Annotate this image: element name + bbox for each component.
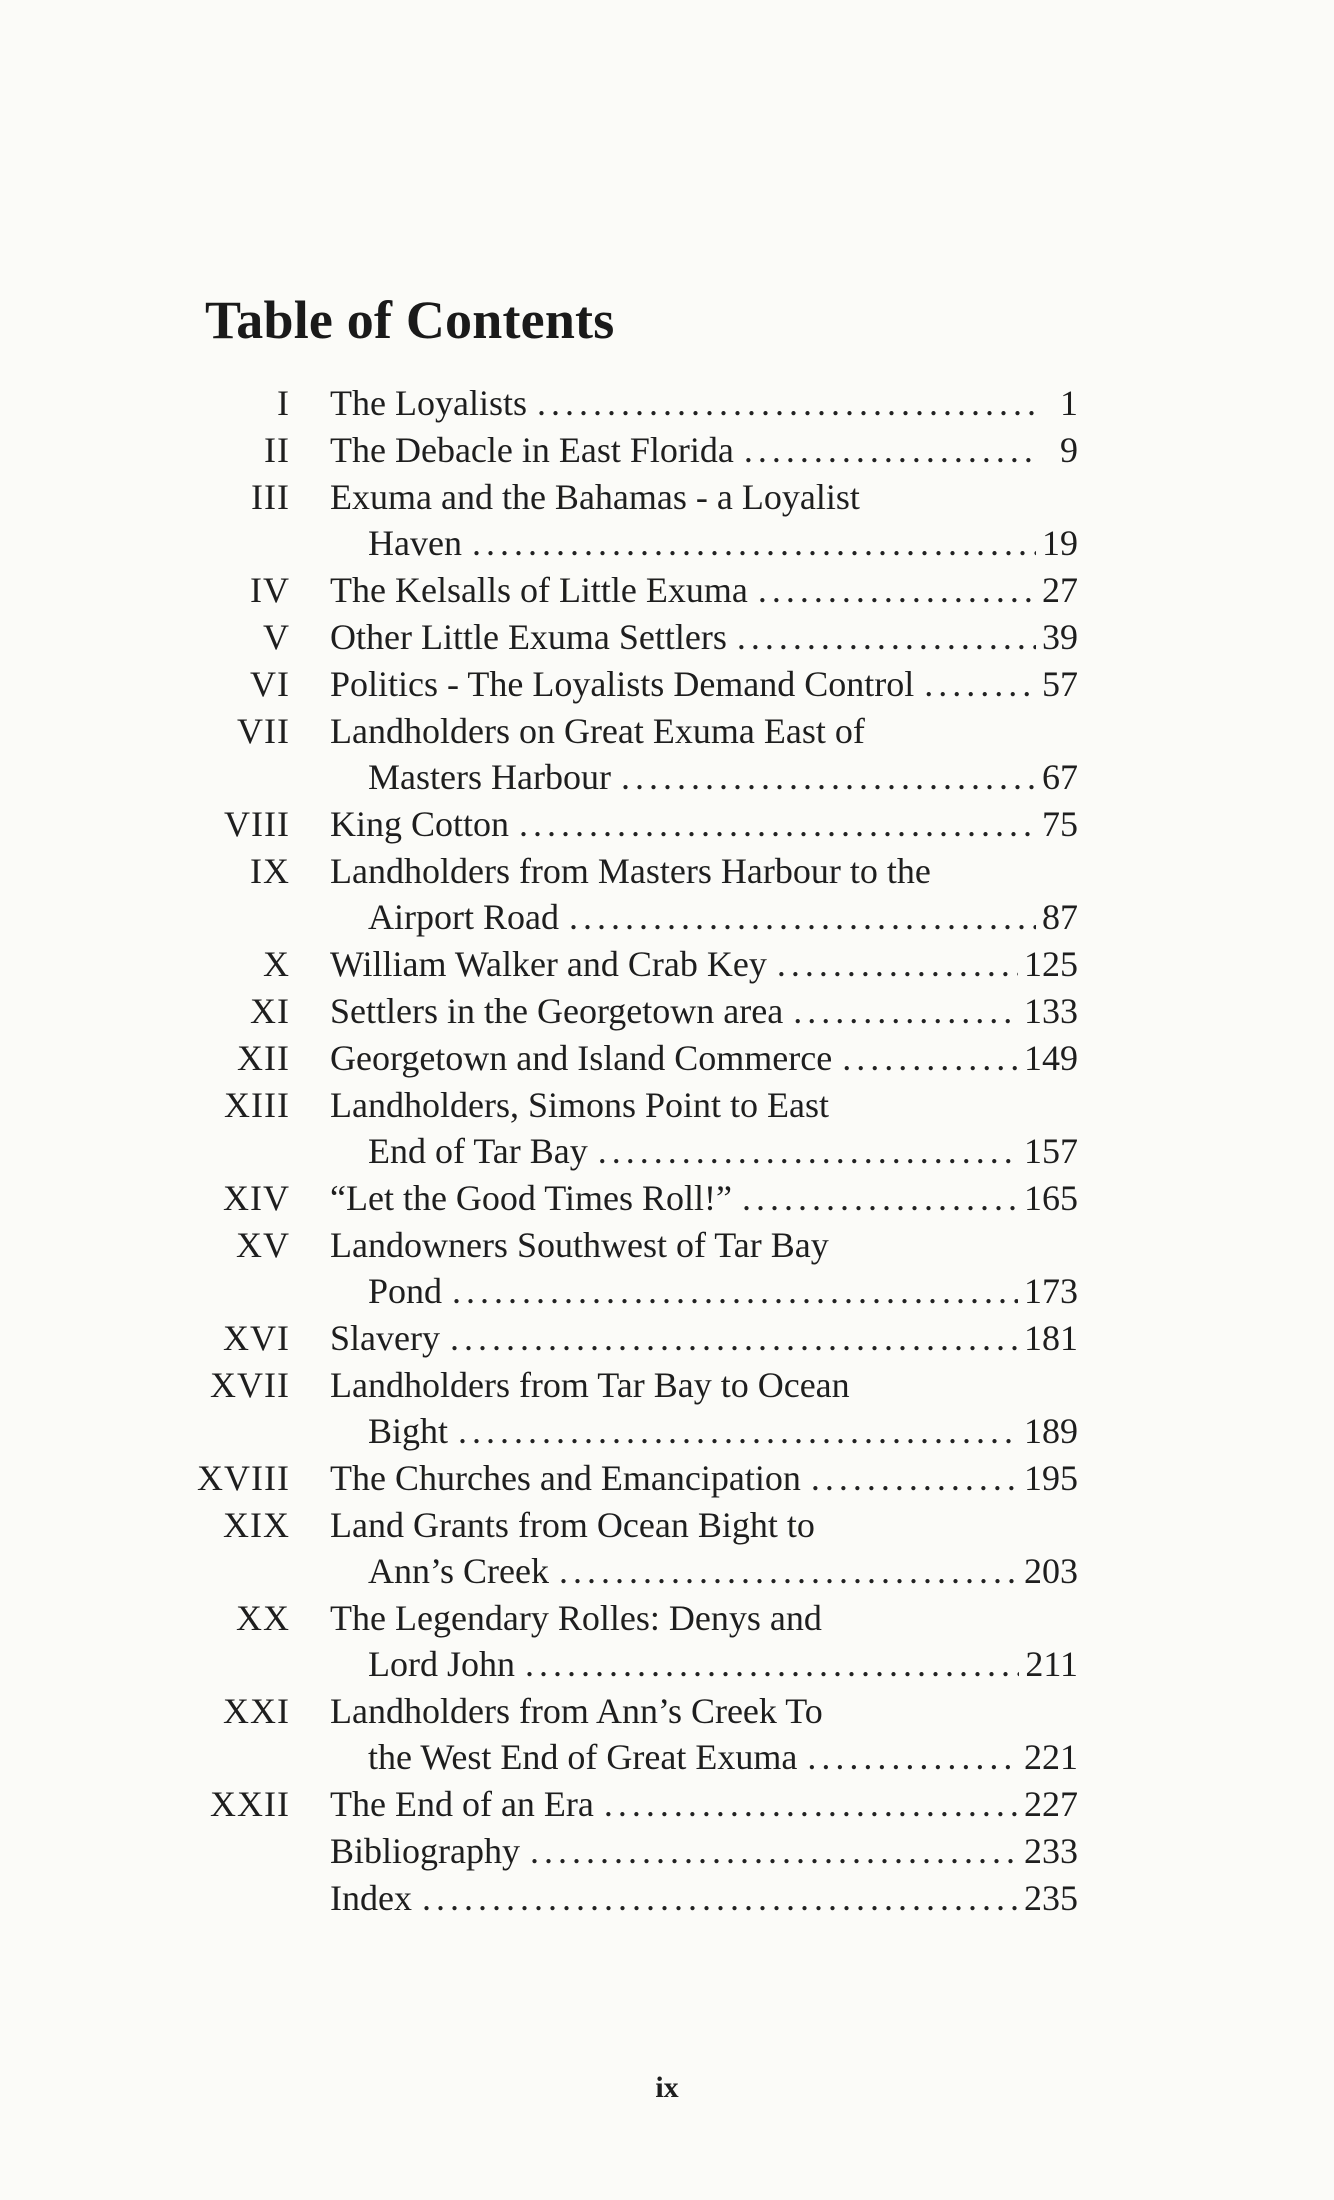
toc-entry	[0, 1315, 1334, 1361]
chapter-title: Bibliography	[330, 1831, 520, 1871]
chapter-number: XXII	[210, 1784, 290, 1824]
page-reference: 39	[1042, 617, 1078, 657]
page-reference: 173	[1024, 1271, 1078, 1311]
chapter-title: King Cotton	[330, 804, 510, 844]
chapter-title-line: Lord John	[368, 1644, 515, 1684]
page-reference: 195	[1024, 1458, 1078, 1498]
toc-entry	[0, 708, 1334, 800]
chapter-number: XVIII	[197, 1458, 290, 1498]
toc-entry	[0, 801, 1334, 847]
dot-leader	[452, 1268, 1018, 1314]
chapter-number: XI	[250, 991, 290, 1031]
chapter-title-line: Ann’s Creek	[368, 1551, 549, 1591]
page-title: Table of Contents	[205, 290, 615, 350]
page-reference: 67	[1042, 757, 1078, 797]
toc-entry	[0, 380, 1334, 426]
chapter-number: VIII	[224, 804, 290, 844]
chapter-title-line: Bight	[368, 1411, 449, 1451]
page-reference: 57	[1042, 664, 1078, 704]
toc-entry	[0, 1875, 1334, 1921]
page-reference: 157	[1024, 1131, 1078, 1171]
page-reference: 211	[1025, 1644, 1078, 1684]
dot-leader	[537, 380, 1038, 426]
chapter-number: IV	[250, 570, 290, 610]
toc-entry	[0, 1502, 1334, 1594]
chapter-title-line: Landowners Southwest of Tar Bay	[330, 1225, 829, 1265]
dot-leader	[737, 614, 1036, 660]
toc-entry	[0, 848, 1334, 940]
toc-entry	[0, 1362, 1334, 1454]
chapter-number: XXI	[223, 1691, 290, 1731]
chapter-title: Georgetown and Island Commerce	[330, 1038, 833, 1078]
chapter-title-line: Masters Harbour	[368, 757, 611, 797]
chapter-title-line: Pond	[368, 1271, 443, 1311]
dot-leader	[519, 801, 1036, 847]
dot-leader	[924, 661, 1036, 707]
chapter-title: William Walker and Crab Key	[330, 944, 767, 984]
dot-leader	[758, 567, 1036, 613]
chapter-number: X	[263, 944, 290, 984]
dot-leader	[525, 1641, 1019, 1687]
page-reference: 233	[1024, 1831, 1078, 1871]
dot-leader	[569, 894, 1036, 940]
chapter-number: XV	[236, 1225, 290, 1265]
dot-leader	[744, 427, 1038, 473]
chapter-title: The End of an Era	[330, 1784, 594, 1824]
chapter-title-line: the West End of Great Exuma	[368, 1737, 798, 1777]
page-reference: 221	[1024, 1737, 1078, 1777]
chapter-title-line: Landholders from Tar Bay to Ocean	[330, 1365, 850, 1405]
chapter-number: XVII	[210, 1365, 290, 1405]
dot-leader	[559, 1548, 1018, 1594]
page-reference: 133	[1024, 991, 1078, 1031]
dot-leader	[458, 1408, 1018, 1454]
dot-leader	[422, 1875, 1018, 1921]
chapter-title: “Let the Good Times Roll!”	[330, 1178, 732, 1218]
toc-entry	[0, 1175, 1334, 1221]
page-reference: 19	[1042, 523, 1078, 563]
chapter-number: XII	[237, 1038, 290, 1078]
dot-leader	[472, 520, 1036, 566]
dot-leader	[598, 1128, 1018, 1174]
chapter-title: The Churches and Emancipation	[330, 1458, 801, 1498]
chapter-title: The Kelsalls of Little Exuma	[330, 570, 748, 610]
page-reference: 203	[1024, 1551, 1078, 1591]
page-reference: 149	[1024, 1038, 1078, 1078]
page-reference: 181	[1024, 1318, 1078, 1358]
page-reference: 1	[1060, 383, 1078, 423]
chapter-title-line: Landholders from Ann’s Creek To	[330, 1691, 823, 1731]
chapter-title-line: Exuma and the Bahamas - a Loyalist	[330, 477, 860, 517]
chapter-title-line: Land Grants from Ocean Bight to	[330, 1505, 815, 1545]
chapter-title-line: Airport Road	[368, 897, 559, 937]
toc-entry	[0, 1082, 1334, 1174]
chapter-number: IX	[250, 851, 290, 891]
chapter-number: VII	[237, 711, 290, 751]
dot-leader	[842, 1035, 1018, 1081]
chapter-number: XIII	[224, 1085, 290, 1125]
chapter-title: Slavery	[330, 1318, 440, 1358]
page-reference: 235	[1024, 1878, 1078, 1918]
toc-entry	[0, 474, 1334, 566]
chapter-title-line: Landholders from Masters Harbour to the	[330, 851, 931, 891]
toc-entry	[0, 1035, 1334, 1081]
chapter-title: Politics - The Loyalists Demand Control	[330, 664, 915, 704]
toc-entry	[0, 1455, 1334, 1501]
chapter-title: The Loyalists	[330, 383, 527, 423]
toc-entry	[0, 1222, 1334, 1314]
page-reference: 27	[1042, 570, 1078, 610]
chapter-title: Index	[330, 1878, 412, 1918]
dot-leader	[811, 1455, 1018, 1501]
page-reference: 125	[1024, 944, 1078, 984]
page-number: ix	[655, 2071, 679, 2104]
dot-leader	[604, 1781, 1018, 1827]
toc-entry	[0, 567, 1334, 613]
dot-leader	[793, 988, 1018, 1034]
chapter-number: XX	[236, 1598, 290, 1638]
page-reference: 87	[1042, 897, 1078, 937]
chapter-title: Settlers in the Georgetown area	[330, 991, 784, 1031]
toc-list	[0, 380, 1334, 1922]
dot-leader	[807, 1734, 1018, 1780]
page-reference: 165	[1024, 1178, 1078, 1218]
chapter-number: V	[263, 617, 290, 657]
dot-leader	[450, 1315, 1018, 1361]
chapter-title-line: The Legendary Rolles: Denys and	[330, 1598, 822, 1638]
toc-entry	[0, 1828, 1334, 1874]
chapter-number: II	[264, 430, 290, 470]
chapter-number: III	[251, 477, 290, 517]
toc-entry	[0, 427, 1334, 473]
page-reference: 75	[1042, 804, 1078, 844]
chapter-number: I	[277, 383, 290, 423]
toc-entry	[0, 988, 1334, 1034]
dot-leader	[530, 1828, 1018, 1874]
chapter-title-line: Landholders, Simons Point to East	[330, 1085, 829, 1125]
toc-entry	[0, 661, 1334, 707]
toc-entry	[0, 614, 1334, 660]
chapter-title: Other Little Exuma Settlers	[330, 617, 727, 657]
page-reference: 9	[1060, 430, 1078, 470]
chapter-title: The Debacle in East Florida	[330, 430, 734, 470]
toc-entry	[0, 941, 1334, 987]
toc-entry	[0, 1781, 1334, 1827]
chapter-number: XIX	[223, 1505, 290, 1545]
page-reference: 189	[1024, 1411, 1078, 1451]
chapter-number: VI	[250, 664, 290, 704]
toc-entry	[0, 1688, 1334, 1780]
chapter-title-line: Haven	[368, 523, 462, 563]
dot-leader	[621, 754, 1036, 800]
chapter-number: XIV	[223, 1178, 290, 1218]
chapter-title-line: End of Tar Bay	[368, 1131, 588, 1171]
dot-leader	[742, 1175, 1018, 1221]
dot-leader	[777, 941, 1018, 987]
chapter-number: XVI	[223, 1318, 290, 1358]
toc-entry	[0, 1595, 1334, 1687]
chapter-title-line: Landholders on Great Exuma East of	[330, 711, 865, 751]
page-reference: 227	[1024, 1784, 1078, 1824]
